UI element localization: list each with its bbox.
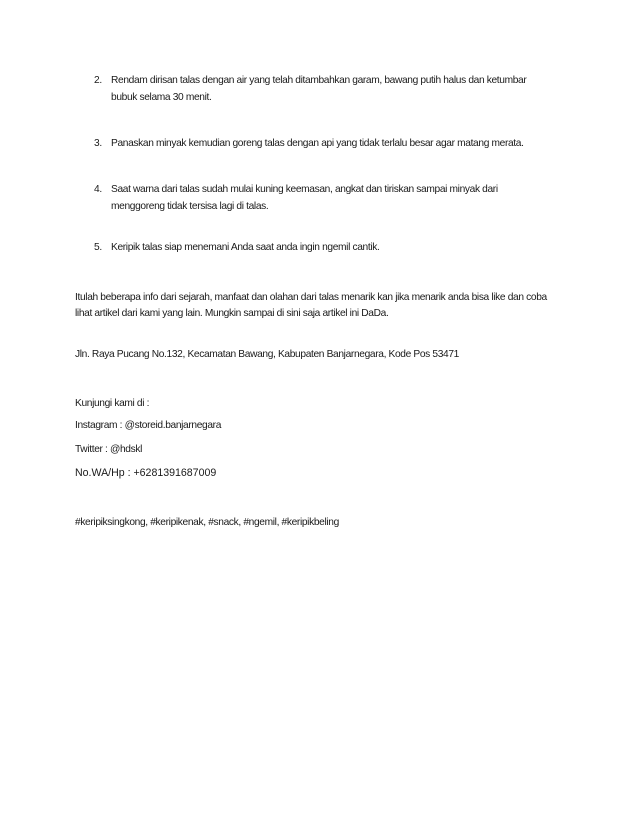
step-text: Rendam dirisan talas dengan air yang telah ditambahkan garam, bawang putih halus dan ketumbar bubuk selama 30 menit. [111,75,527,103]
step-text: Saat warna dari talas sudah mulai kuning keemasan, angkat dan tiriskan sampai minyak dari menggoreng tidak tersisa lagi di talas. [111,184,498,212]
step-text: Keripik talas siap menemani Anda saat anda ingin ngemil cantik. [111,242,380,253]
instagram-line: Instagram : @storeid.banjarnegara [75,420,222,431]
address-line: Jln. Raya Pucang No.132, Kecamatan Bawang, Kabupaten Banjarnegara, Kode Pos 53471 [75,349,459,360]
step-text: Panaskan minyak kemudian goreng talas dengan api yang tidak terlalu besar agar matang merata. [111,138,524,149]
twitter-line: Twitter : @hdskl [75,444,143,455]
whatsapp-line: No.WA/Hp : +6281391687009 [75,467,217,479]
closing-paragraph: Itulah beberapa info dari sejarah, manfaat dan olahan dari talas menarik kan jika menarik anda bisa like dan coba lihat artikel dari kami yang lain. Mungkin sampai di sini saja artikel ini DaDa. [75,292,547,319]
hashtags-line: #keripiksingkong, #keripikenak, #snack, #ngemil, #keripikbeling [75,517,339,528]
contact-heading: Kunjungi kami di : [75,398,150,409]
step-number: 3. [94,138,102,149]
step-number: 5. [94,242,102,253]
step-number: 4. [94,184,102,195]
step-number: 2. [94,75,102,86]
